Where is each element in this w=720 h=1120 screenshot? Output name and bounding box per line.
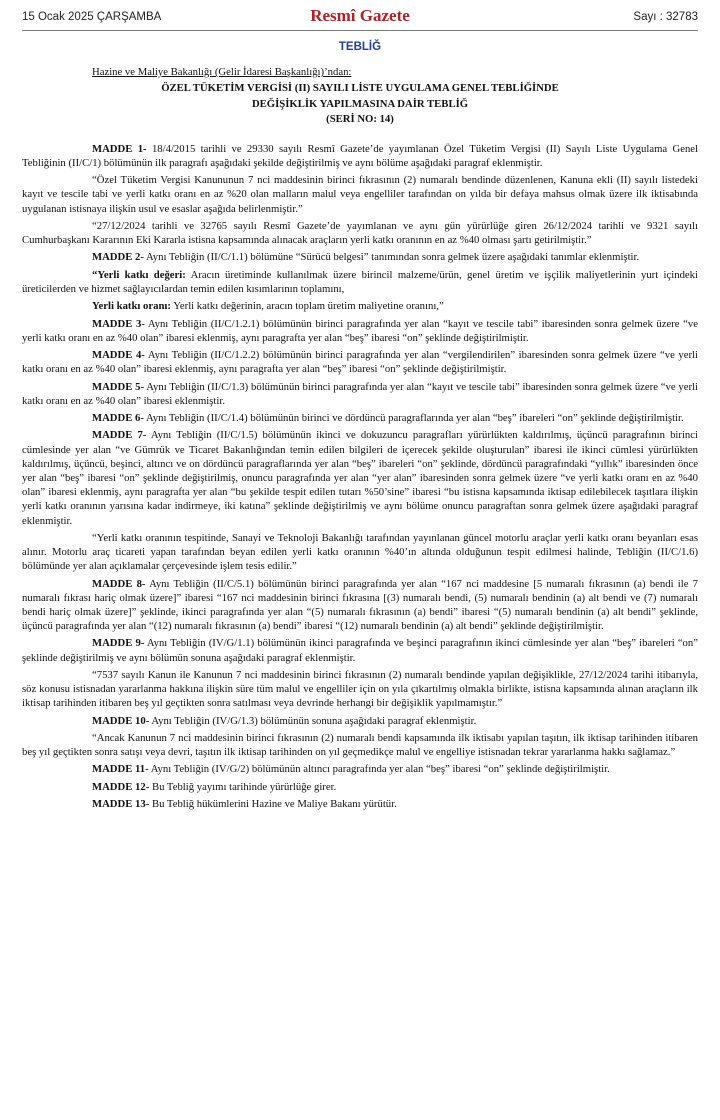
article-label: MADDE 9-: [92, 637, 145, 650]
title-line-3: (SERİ NO: 14): [326, 113, 394, 126]
page-header: [22, 6, 698, 30]
paragraph: [22, 268, 698, 296]
article-label: MADDE 2-: [92, 251, 144, 264]
paragraph-text: Aynı Tebliğin (IV/G/2) bölümünün altıncı paragrafında yer alan “beş” ibaresi “on” şeklinde değiştirilmiştir.: [148, 763, 610, 776]
article-label: MADDE 11-: [92, 763, 149, 776]
paragraph-text: Aynı Tebliğin (II/C/1.3) bölümünün birinci paragrafında yer alan “kayıt ve tescile tabi” ibaresinden sonra gelmek üzere “ve yerli katkı oranı en az %40 olan” ibaresi eklenmiştir.: [22, 380, 698, 407]
paragraph: [22, 780, 698, 794]
paragraph-text: “Yerli katkı oranının tespitinde, Sanayi ve Teknoloji Bakanlığı tarafından yayınlanan güncel motorlu araçlar yerli katkı oranı beyanları esas alınır. Motorlu araç ticareti yapan tarafından beyan edilen yerli katkı oranının %40’ın altında olduğunun tespit edilmesi halinde, Tebliğin (II/C/1.6) bölümünde yer alan açıklamalar çerçevesinde işlem tesis edilir.”: [22, 531, 698, 573]
issue-number: Sayı : 32783: [633, 11, 698, 23]
paragraph: [22, 731, 698, 759]
header-divider: [22, 30, 698, 31]
paragraph: [22, 428, 698, 527]
articles: [22, 142, 698, 812]
article-label: MADDE 13-: [92, 798, 150, 811]
paragraph: [22, 380, 698, 408]
definition-term: Yerli katkı oranı:: [92, 300, 171, 313]
paragraph-text: Aynı Tebliğin (II/C/1.2.2) bölümünün birinci paragrafında yer alan “vergilendirilen” ibaresinden sonra gelmek üzere “ve yerli katkı oranı en az %40 olan” ibaresi eklenmiş, aynı paragrafta yer alan “beş” ibaresi “on” şeklinde değiştirilmiştir.: [22, 349, 698, 376]
paragraph: [22, 714, 698, 728]
paragraph-text: Bu Tebliğ hükümlerini Hazine ve Maliye Bakanı yürütür.: [149, 798, 397, 811]
paragraph: [22, 142, 698, 170]
article-label: MADDE 5-: [92, 380, 145, 393]
title-line-1: ÖZEL TÜKETİM VERGİSİ (II) SAYILI LİSTE UYGULAMA GENEL TEBLİĞİNDE: [161, 82, 559, 95]
paragraph: [22, 173, 698, 216]
paragraph-text: Aynı Tebliğin (IV/G/1.3) bölümünün sonuna aşağıdaki paragraf eklenmiştir.: [149, 714, 477, 727]
paragraph-text: Bu Tebliğ yayımı tarihinde yürürlüğe girer.: [149, 780, 337, 793]
paragraph: [22, 636, 698, 664]
article-label: MADDE 3-: [92, 317, 145, 330]
paragraph: [22, 668, 698, 711]
article-label: MADDE 4-: [92, 349, 145, 361]
paragraph-text: 18/4/2015 tarihli ve 29330 sayılı Resmî Gazete’de yayımlanan Özel Tüketim Vergisi (II) Sayılı Liste Uygulama Genel Tebliğinin (II/C/1) bölümünün ilk paragrafı aşağıdaki şekilde değiştirilmiş ve aynı bölüme aşağıdaki paragraf eklenmiştir.: [22, 142, 698, 169]
article-label: MADDE 8-: [92, 577, 146, 590]
paragraph-text: “7537 sayılı Kanun ile Kanunun 7 nci maddesinin birinci fıkrasının (2) numaralı bendinde yapılan değişiklikle, 27/12/2024 tarihi itibarıyla, söz konusu istisnadan yararlanma hakkına ilişkin süre tüm malul ve engelliler için on yıla çıkartılmış olmakla birlikte, istisna kapsamında alınan araçların ilk iktisap tarihinden itibaren beş yıl geçtikten sonra satılması veya devrinde herhangi bir değişiklik yapılmamıştır.”: [22, 668, 698, 710]
article-label: MADDE 12-: [92, 780, 150, 793]
paragraph: [22, 531, 698, 574]
paragraph: [22, 411, 698, 425]
paragraph: [22, 317, 698, 345]
article-label: MADDE 1-: [92, 142, 147, 155]
paragraph-text: “Ancak Kanunun 7 nci maddesinin birinci fıkrasının (2) numaralı bendi kapsamında ilk iktisabı yapılan taşıtın, ilk iktisap tarihinden itibaren beş yıl geçtikten sonra satışı veya devri, taşıtın ilk iktisap tarihinden on yıl geçmedikçe malul ve engelliye istisnadan tekrar yararlanma hakkı sağlamaz.”: [22, 731, 698, 759]
title-line-2: DEĞİŞİKLİK YAPILMASINA DAİR TEBLİĞ: [251, 97, 469, 110]
paragraph-text: “27/12/2024 tarihli ve 32765 sayılı Resmî Gazete’de yayımlanan ve aynı gün yürürlüğe giren 26/12/2024 tarihli ve 9321 sayılı Cumhurbaşkanı Kararının Eki Kararla istisna kapsamında alınacak araçların yerli katkı oranının en az %40 olması şartı getirilmiştir.”: [22, 219, 698, 247]
issue-date: 15 Ocak 2025 ÇARŞAMBA: [22, 11, 162, 23]
paragraph-text: Aynı Tebliğin (II/C/1.2.1) bölümünün birinci paragrafında yer alan “kayıt ve tescile tabi” ibaresinden sonra gelmek üzere “ve yerli katkı oranı en az %40 olan” ibaresi eklenmiş, aynı paragrafta yer alan “beş” ibaresi “on” şeklinde değiştirilmiştir.: [22, 317, 698, 344]
issuing-ministry: Hazine ve Maliye Bakanlığı (Gelir İdaresi Başkanlığı)’ndan:: [92, 66, 352, 78]
article-label: MADDE 7-: [92, 429, 147, 442]
paragraph: [22, 250, 698, 264]
paragraph-text: Aynı Tebliğin (II/C/1.4) bölümünün birinci ve dördüncü paragraflarında yer alan “beş” ibareleri “on” şeklinde değiştirilmiştir.: [143, 412, 684, 424]
paragraph: [22, 348, 698, 376]
paragraph: [22, 797, 698, 811]
paragraph: [22, 577, 698, 634]
paragraph-text: Aracın üretiminde kullanılmak üzere birincil malzeme/ürün, genel üretim ve işçilik maliyetlerinin yurt içindeki üreticilerden ve hizmet sağlayıcılardan temin edilen kısımlarının toplamını,: [22, 268, 698, 295]
paragraph-text: Aynı Tebliğin (II/C/1.5) bölümünün ikinci ve dokuzuncu paragrafları yürürlükten kaldırılmış, üçüncü paragrafının birinci cümlesinde yer alan “ve Gümrük ve Ticaret Bakanlığından temin edilen bilgileri de içerecek şekilde oluşturulan” ibaresi ile ikinci cümlesi yürürlükten kaldırılmış, üçüncü, beşinci, altıncı ve on dördüncü paragraflarında yer alan “beş” ibareleri “on” şeklinde, dördüncü paragrafındaki “yıllık” ibaresinden önce yer alan “beş” ibaresi “on” şeklinde değiştirilmiş, onuncu paragrafında yer alan “yer alan” ibaresinden sonra gelmek üzere “ve yerli katkı oranı en az %40 olan” ibaresi eklenmiş, aynı paragrafta yer alan “bu şekilde tespit edilen tutarı %50’sine” ibaresi “bu istisna kapsamında iktisap edilebilecek taşıtlara ilişkin yerli katkı oranının yarısına kadar indirmeye, iki katına” şeklinde değiştirilmiş ve aynı bölüme onuncu paragraftan sonra gelmek üzere aşağıdaki paragraf eklenmiştir.: [22, 429, 698, 527]
paragraph-text: Yerli katkı değerinin, aracın toplam üretim maliyetine oranını,”: [170, 300, 444, 313]
document-title: [22, 81, 698, 128]
article-label: MADDE 6-: [92, 412, 144, 424]
paragraph-text: Aynı Tebliğin (II/C/5.1) bölümünün birinci paragrafında yer alan “167 nci maddesine [5 numaralı fıkrasının (a) bendi ile 7 numaralı fıkrası hariç olmak üzere]” ibaresi “167 nci maddesinin birinci fıkrasına [(3) numaralı bendi, (5) numaralı bendinin (a) alt bendi ve (7) numaralı bendi hariç olmak üzere]” şeklinde, ikinci paragrafında yer alan “(5) numaralı fıkrasının (a) bendi” ibaresi “(5) numaralı bendinin (a) alt bendi” şeklinde, üçüncü paragrafında yer alan “(12) numaralı fıkrasının (a) bendi” ibaresi “(12) numaralı bendinin (a) alt bendi” şeklinde değiştirilmiştir.: [22, 577, 698, 633]
section-heading: TEBLİĞ: [338, 41, 382, 53]
definition-term: “Yerli katkı değeri:: [92, 268, 186, 281]
paragraph: [22, 299, 698, 313]
paragraph-text: “Özel Tüketim Vergisi Kanununun 7 nci maddesinin birinci fıkrasının (2) numaralı bendinde düzenlenen, Kanuna ekli (II) sayılı listedeki kayıt ve tescile tabi ve yerli katkı oranı en az %20 olan malların malul veya engelliler tarafından on yılda bir defaya mahsus olmak üzere ilk iktisabında uygulanan istisnaya ilişkin usul ve esaslar aşağıda belirlenmiştir.”: [22, 174, 698, 215]
gazette-name: Resmî Gazete: [310, 6, 410, 25]
paragraph: [22, 762, 698, 776]
article-label: MADDE 10-: [92, 714, 150, 727]
paragraph-text: Aynı Tebliğin (II/C/1.1) bölümüne “Sürücü belgesi” tanımından sonra gelmek üzere aşağıdaki tanımlar eklenmiştir.: [143, 251, 640, 264]
paragraph: [22, 219, 698, 247]
paragraph-text: Aynı Tebliğin (IV/G/1.1) bölümünün ikinci paragrafında ve beşinci paragrafının ikinci cümlesinde yer alan “beş” ibareleri “on” şeklinde değiştirilmiş ve aynı bölümün sonuna aşağıdaki paragraf eklenmiştir.: [22, 637, 698, 664]
document-body: [22, 65, 698, 811]
